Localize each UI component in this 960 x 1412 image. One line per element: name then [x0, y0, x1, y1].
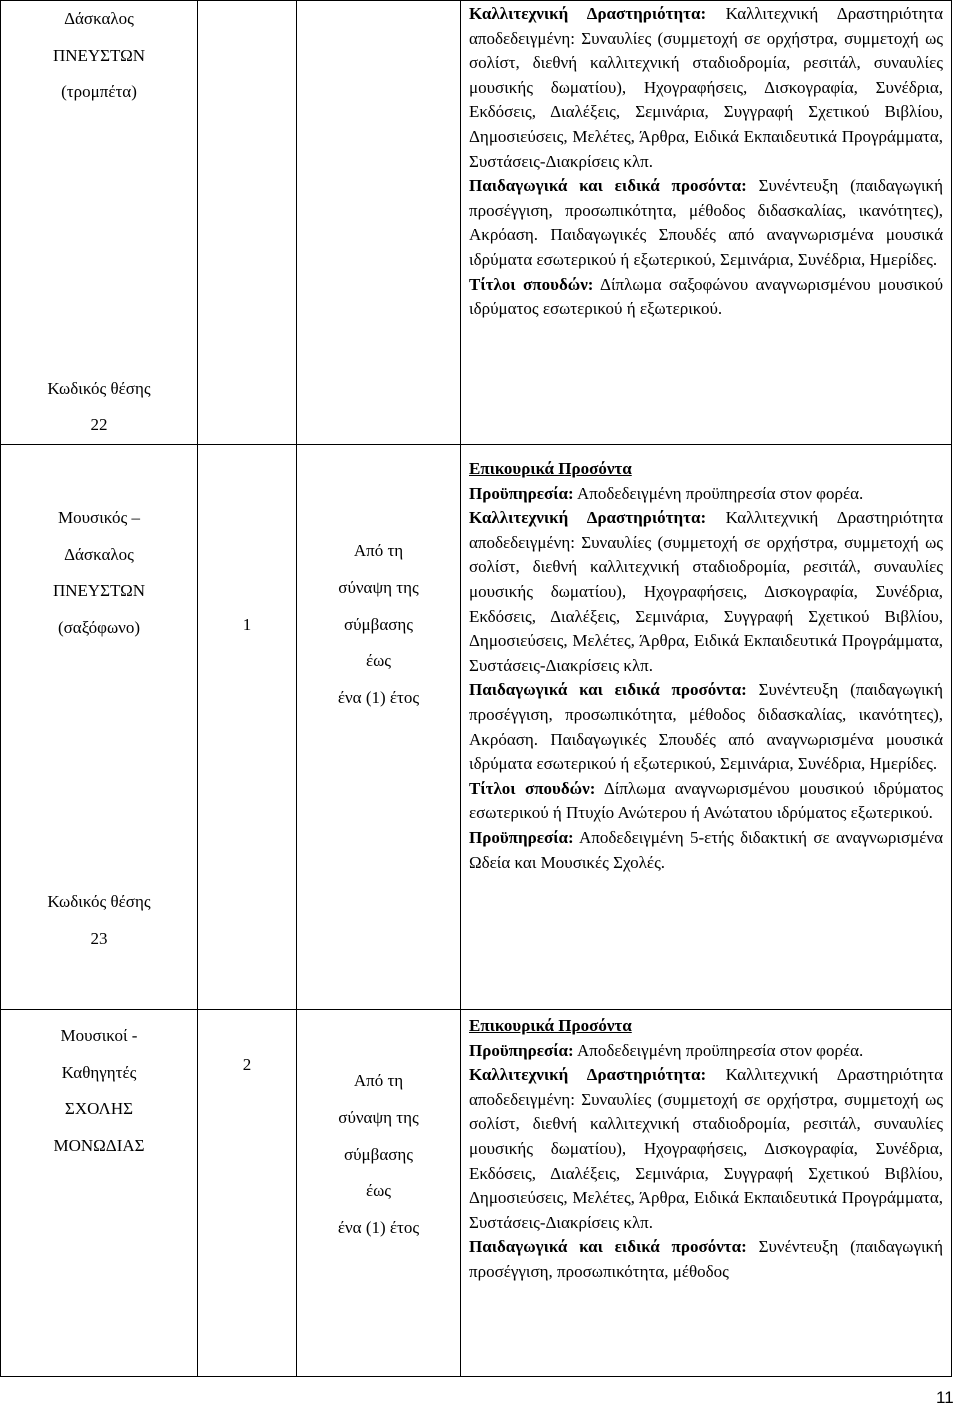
position-line: Καθηγητές [61, 1062, 137, 1082]
description-text [469, 1010, 943, 1285]
description-paragraph [469, 678, 943, 776]
duration-line: σύμβασης [343, 1144, 414, 1164]
description-paragraph [469, 174, 943, 272]
duration-cell [297, 445, 461, 1010]
position-cell [1, 1, 198, 445]
duration-line: Από τη [353, 1071, 404, 1090]
description-run: Δίπλωμα αναγνωρισμένου μουσικού ιδρύματος εσωτερικού ή Πτυχίο Ανώτερου ή Ανώτατου ιδρύματος εξωτερικού. [469, 778, 943, 823]
position-line: ΜΟΝΩΔΙΑΣ [53, 1135, 145, 1155]
description-text [469, 445, 943, 875]
description-run: Συνέντευξη (παιδαγωγική προσέγγιση, προσωπικότητα, μέθοδος διδασκαλίας, ικανότητες), Ακρόαση. Παιδαγωγικές Σπουδές από αναγνωρισμένα μουσικά ιδρύματα εσωτερικού ή εξωτερικού, Σεμινάρια, Συνέδρια, Ημερίδες. [469, 680, 943, 774]
description-paragraph [469, 506, 943, 678]
position-title [1, 1018, 197, 1164]
position-count: 2 [242, 1055, 252, 1074]
description-paragraph [469, 1014, 943, 1039]
table-row [1, 1010, 952, 1377]
position-line: ΣΧΟΛΗΣ [64, 1099, 134, 1118]
position-code-label: Κωδικός θέσης [47, 378, 151, 398]
description-heading: Παιδαγωγικά και ειδικά προσόντα: [469, 1237, 747, 1257]
description-run: Καλλιτεχνική Δραστηριότητα αποδεδειγμένη: Συναυλίες (συμμετοχή σε ορχήστρα, συμμετοχή ως σολίστ, διεθνή καλλιτεχνική σταδιοδρομία, ρεσιτάλ, συναυλίες μουσικής δωματίου), Ηχογραφήσεις, Δισκογραφία, Συνέδρια, Εκδόσεις, Διαλέξεις, Σεμινάρια, Συγγραφή Σχετικού Βιβλίου, Δημοσιεύσεις, Μελέτες, Άρθρα, Ειδικά Εκπαιδευτικά Προγράμματα, Συστάσεις-Διακρίσεις κλπ. [469, 4, 943, 171]
description-run: Αποδεδειγμένη προϋπηρεσία στον φορέα. [573, 483, 864, 503]
description-paragraph [469, 777, 943, 826]
position-code-label: Κωδικός θέσης [47, 892, 151, 911]
description-heading: Επικουρικά Προσόντα [469, 1016, 632, 1035]
description-paragraph [469, 457, 943, 482]
description-heading: Παιδαγωγικά και ειδικά προσόντα: [469, 176, 747, 196]
duration-line: έως [365, 651, 392, 671]
description-paragraph [469, 2, 943, 174]
table-row [1, 1, 952, 445]
count-cell [198, 1010, 297, 1377]
description-run: Καλλιτεχνική Δραστηριότητα αποδεδειγμένη: Συναυλίες (συμμετοχή σε ορχήστρα, συμμετοχή ως σολίστ, διεθνή καλλιτεχνική σταδιοδρομία, ρεσιτάλ, συναυλίες μουσικής δωματίου), Ηχογραφήσεις, Δισκογραφία, Συνέδρια, Εκδόσεις, Διαλέξεις, Σεμινάρια, Συγγραφή Σχετικού Βιβλίου, Δημοσιεύσεις, Μελέτες, Άρθρα, Ειδικά Εκπαιδευτικά Προγράμματα, Συστάσεις-Διακρίσεις κλπ. [469, 1065, 943, 1232]
count-cell [198, 1, 297, 445]
description-cell [461, 1, 952, 445]
position-title [1, 1, 197, 111]
description-paragraph [469, 482, 943, 507]
position-line: (τρομπέτα) [61, 82, 137, 101]
description-heading: Προϋπηρεσία: [469, 827, 574, 847]
duration-cell [297, 1010, 461, 1377]
description-run: Αποδεδειγμένη προϋπηρεσία στον φορέα. [573, 1040, 864, 1060]
duration-line: σύναψη της [338, 1107, 419, 1127]
duration-cell [297, 1, 461, 445]
duration-line: Από τη [353, 541, 404, 560]
description-run: Συνέντευξη (παιδαγωγική προσέγγιση, προσωπικότητα, μέθοδος [469, 1237, 943, 1281]
description-run: Δίπλωμα σαξοφώνου αναγνωρισμένου μουσικού ιδρύματος εσωτερικού ή εξωτερικού. [469, 274, 943, 319]
description-paragraph [469, 1235, 943, 1284]
duration-line: σύναψη της [338, 577, 419, 597]
position-cell [1, 445, 198, 1010]
position-title [1, 500, 197, 646]
description-run: Αποδεδειγμένη 5-ετής διδακτική σε αναγνωρισμένα Ωδεία και Μουσικές Σχολές. [469, 827, 943, 872]
description-cell [461, 445, 952, 1010]
position-line: Μουσικός – [58, 508, 140, 527]
description-heading: Προϋπηρεσία: [469, 1040, 574, 1060]
position-code: 23 [90, 928, 108, 948]
position-cell [1, 1010, 198, 1377]
duration-line: ένα (1) έτος [337, 688, 420, 708]
table-row [1, 445, 952, 1010]
position-code: 22 [90, 415, 108, 434]
description-heading: Τίτλοι σπουδών: [469, 778, 596, 798]
position-count: 1 [242, 615, 252, 634]
description-paragraph [469, 1039, 943, 1064]
description-heading: Προϋπηρεσία: [469, 483, 574, 503]
description-heading: Επικουρικά Προσόντα [469, 459, 632, 478]
position-line: Δάσκαλος [64, 544, 134, 564]
duration-line: έως [365, 1181, 392, 1201]
position-line: Μουσικοί - [60, 1026, 138, 1045]
duration-line: σύμβασης [343, 614, 414, 634]
description-paragraph [469, 826, 943, 875]
description-heading: Καλλιτεχνική Δραστηριότητα: [469, 4, 707, 23]
description-heading: Παιδαγωγικά και ειδικά προσόντα: [469, 680, 747, 700]
page-number: 11 [936, 1388, 954, 1407]
description-run: Συνέντευξη (παιδαγωγική προσέγγιση, προσωπικότητα, μέθοδος διδασκαλίας, ικανότητες), Ακρόαση. Παιδαγωγικές Σπουδές από αναγνωρισμένα μουσικά ιδρύματα εσωτερικού ή εξωτερικού, Σεμινάρια, Συνέδρια, Ημερίδες. [469, 176, 943, 269]
duration-line: ένα (1) έτος [337, 1218, 420, 1238]
position-line: ΠΝΕΥΣΤΩΝ [52, 45, 146, 65]
description-heading: Καλλιτεχνική Δραστηριότητα: [469, 508, 707, 528]
description-heading: Καλλιτεχνική Δραστηριότητα: [469, 1065, 707, 1085]
description-cell [461, 1010, 952, 1377]
position-line: Δάσκαλος [64, 9, 134, 28]
description-heading: Τίτλοι σπουδών: [469, 274, 594, 294]
description-paragraph [469, 273, 943, 322]
description-run: Καλλιτεχνική Δραστηριότητα αποδεδειγμένη: Συναυλίες (συμμετοχή σε ορχήστρα, συμμετοχή ως σολίστ, διεθνή καλλιτεχνική σταδιοδρομία, ρεσιτάλ, συναυλίες μουσικής δωματίου), Ηχογραφήσεις, Δισκογραφία, Συνέδρια, Εκδόσεις, Διαλέξεις, Σεμινάρια, Συγγραφή Σχετικού Βιβλίου, Δημοσιεύσεις, Μελέτες, Άρθρα, Ειδικά Εκπαιδευτικά Προγράμματα, Συστάσεις-Διακρίσεις κλπ. [469, 508, 943, 675]
description-text [469, 1, 943, 322]
description-paragraph [469, 1063, 943, 1235]
count-cell [198, 445, 297, 1010]
position-line: ΠΝΕΥΣΤΩΝ [52, 581, 146, 600]
position-line: (σαξόφωνο) [57, 617, 141, 637]
